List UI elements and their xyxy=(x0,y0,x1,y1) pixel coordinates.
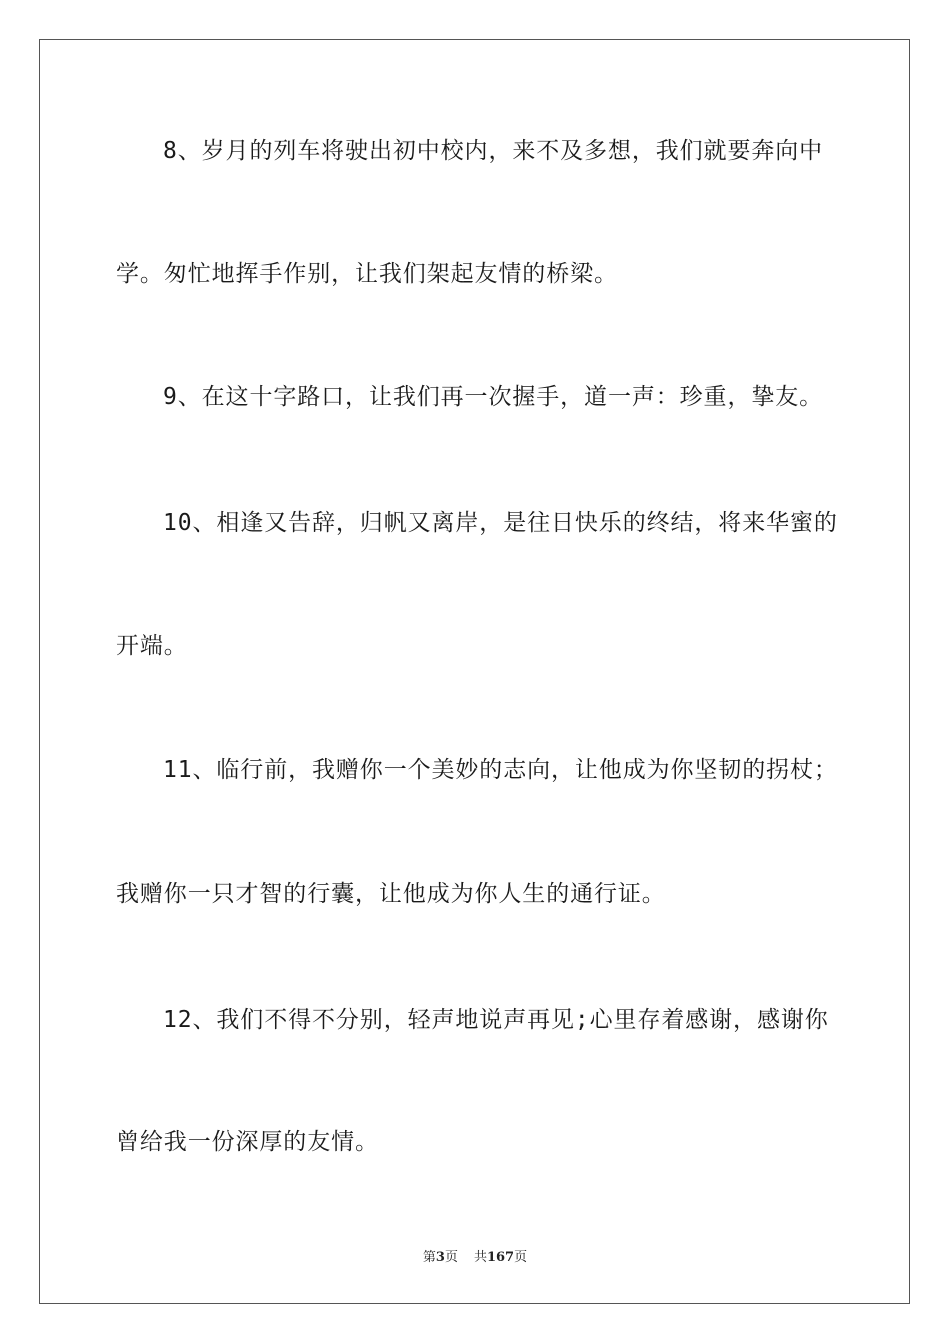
page-border xyxy=(39,39,910,1304)
paragraph-10-line-2: 开端。 xyxy=(116,633,188,659)
footer-page-number: 3 xyxy=(435,1250,445,1265)
footer-total-suffix: 页 xyxy=(514,1250,528,1265)
paragraph-11-line-1: 11、临行前，我赠你一个美妙的志向，让他成为你坚韧的拐杖； xyxy=(163,757,838,783)
paragraph-10-line-1: 10、相逢又告辞，归帆又离岸，是往日快乐的终结，将来华蜜的 xyxy=(163,510,838,536)
paragraph-12-line-1: 12、我们不得不分别，轻声地说声再见;心里存着感谢，感谢你 xyxy=(163,1007,829,1033)
paragraph-8-line-2: 学。匆忙地挥手作别，让我们架起友情的桥梁。 xyxy=(116,261,618,287)
paragraph-9-line-1: 9、在这十字路口，让我们再一次握手，道一声：珍重，挚友。 xyxy=(163,384,824,410)
page-footer xyxy=(0,1246,950,1265)
footer-page-suffix: 页 xyxy=(444,1250,458,1265)
footer-page-prefix: 第 xyxy=(422,1250,436,1265)
footer-total-pages: 167 xyxy=(486,1250,515,1265)
paragraph-11-line-2: 我赠你一只才智的行囊，让他成为你人生的通行证。 xyxy=(116,881,666,907)
paragraph-8-line-1: 8、岁月的列车将驶出初中校内，来不及多想，我们就要奔向中 xyxy=(163,138,824,164)
footer-total-prefix: 共 xyxy=(473,1250,487,1265)
paragraph-12-line-2: 曾给我一份深厚的友情。 xyxy=(116,1129,379,1155)
